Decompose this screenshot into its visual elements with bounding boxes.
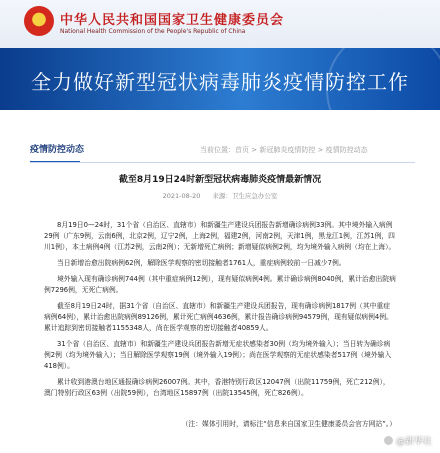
divider [30,162,415,163]
article-header [40,172,400,200]
article-paragraph: 当日新增治愈出院病例62例，解除医学观察的密切接触者1761人，重症病例较前一日减少7例。 [57,259,346,267]
section-title[interactable]: 疫情防控动态 [30,145,85,155]
watermark-text: @新华社 [395,437,432,447]
org-name-en: National Health Commission of the People's Republic of China [60,28,246,35]
article-source: 来源：卫生应急办公室 [212,192,278,200]
weibo-logo-icon [384,436,393,445]
article-body [44,220,396,404]
banner-slogan: 全力做好新型冠状病毒肺炎疫情防控工作 [31,70,409,94]
article-paragraph: 8月19日0—24时，31个省（自治区、直辖市）和新疆生产建设兵团报告新增确诊病例33例。其中境外输入病例29例（广东9例，云南6例，北京2例，辽宁2例，上海2例，福建2例，河南2例，天津1例，黑龙江1例，江苏1例，四川1例），本土病例4例（江苏2例，云南2例）；无新增死亡病例；新增疑似病例2例，均为境外输入病例（均在上海）。 [44,221,396,251]
section-nav [0,140,440,162]
article-paragraph: 31个省（自治区、直辖市）和新疆生产建设兵团报告新增无症状感染者30例（均为境外输入）；当日转为确诊病例2例（均为境外输入）；当日解除医学观察19例（境外输入19例）；尚在医学观察的无症状感染者517例（境外输入418例）。 [44,340,392,370]
article-paragraph: 截至8月19日24时，据31个省（自治区、直辖市）和新疆生产建设兵团报告，现有确诊病例1817例（其中重症病例64例），累计治愈出院病例89126例，累计死亡病例4636例，累计报告确诊病例94579例，现有疑似病例4例。累计追踪到密切接触者1155348人，尚在医学观察的密切接触者40859人。 [44,302,393,332]
site-header [0,0,440,48]
org-name-cn[interactable]: 中华人民共和国国家卫生健康委员会 [60,13,285,28]
article-paragraph: 累计收到港澳台地区通报确诊病例26007例。其中，香港特别行政区12047例（出院11759例，死亡212例），澳门特别行政区63例（出院59例），台湾地区15897例（出院13545例，死亡826例）。 [44,378,390,397]
article-date: 2021-08-20 [162,192,201,200]
breadcrumb[interactable]: 当前位置：首页 > 新冠肺炎疫情防控 > 疫情防控动态 [200,146,368,154]
campaign-banner [0,48,440,110]
national-emblem-icon [24,6,54,36]
article-title: 截至8月19日24时新型冠状病毒肺炎疫情最新情况 [118,175,322,185]
weibo-watermark [384,434,432,447]
article-meta [40,191,400,200]
article-paragraph: 境外输入现有确诊病例744例（其中重症病例12例），现有疑似病例4例。累计确诊病例8040例，累计治愈出院病例7296例，无死亡病例。 [44,275,396,294]
citation-note: （注：媒体引用时，请标注“信息来自国家卫生健康委员会官方网站”。） [181,420,396,428]
